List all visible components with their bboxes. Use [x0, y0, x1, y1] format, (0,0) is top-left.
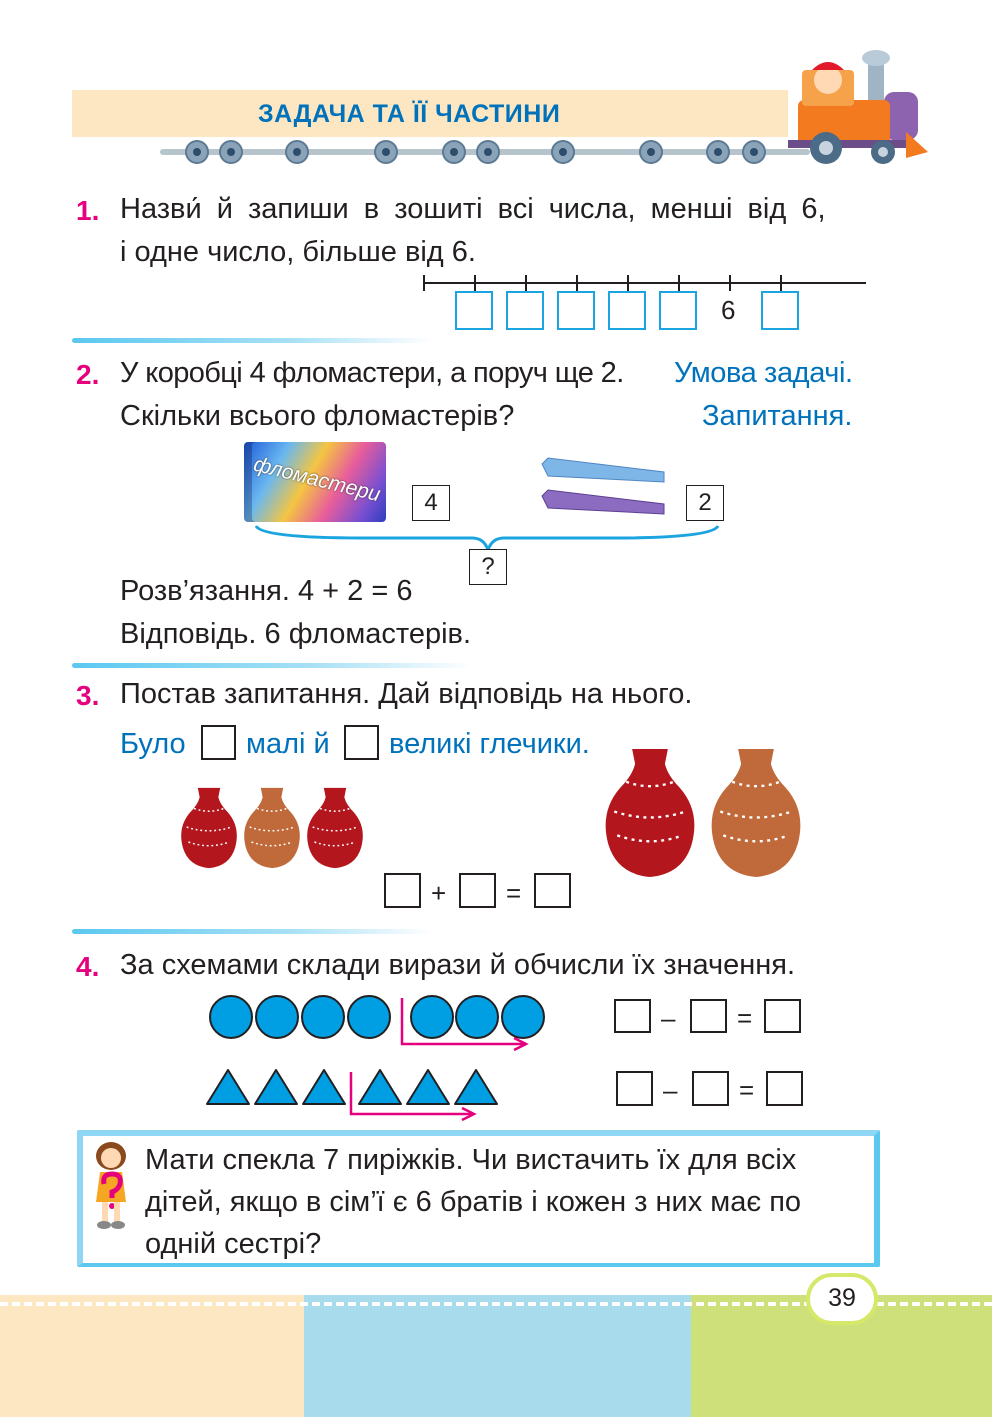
- count-box-2: 2: [686, 485, 724, 521]
- two-markers-illustration: [540, 456, 670, 518]
- page-title: ЗАДАЧА ТА ЇЇ ЧАСТИНИ: [258, 100, 561, 128]
- answer-box-1[interactable]: [455, 291, 493, 330]
- answer-box-4[interactable]: [608, 291, 646, 330]
- answer-box-7[interactable]: [761, 291, 799, 330]
- circles-scheme: [206, 992, 551, 1054]
- page-number: 39: [828, 1284, 856, 1312]
- task-3-number: 3.: [76, 680, 100, 711]
- marker-box-illustration: [244, 442, 386, 522]
- answer: Відповідь. 6 фломастерів.: [120, 618, 472, 650]
- divider-1: [72, 338, 432, 343]
- word-bulo: Було: [120, 728, 186, 760]
- big-jug-1: [604, 746, 696, 880]
- locomotive-illustration: [788, 40, 933, 170]
- divider-3: [72, 929, 432, 934]
- small-jugs-box[interactable]: [201, 725, 236, 760]
- sum-box-1[interactable]: [384, 873, 421, 908]
- diff2-box-2[interactable]: [692, 1071, 729, 1106]
- diff2-box-1[interactable]: [616, 1071, 653, 1106]
- task-4-line-1: За схемами склади вирази й обчисли їх значення.: [120, 949, 796, 981]
- riddle-line-3: одній сестрі?: [145, 1228, 322, 1260]
- diff2-box-3[interactable]: [766, 1071, 803, 1106]
- minus-sign-1: –: [661, 1003, 676, 1033]
- condition-label: Умова задачі.: [674, 357, 853, 389]
- footer-band-blue: [304, 1295, 691, 1417]
- task-2-number: 2.: [76, 359, 100, 390]
- divider-2: [72, 663, 472, 668]
- count-box-4: 4: [412, 485, 450, 521]
- big-jug-2: [710, 746, 802, 880]
- solution: Розв’язання. 4 + 2 = 6: [120, 575, 413, 607]
- word-small: малі й: [246, 728, 330, 760]
- answer-box-3[interactable]: [557, 291, 595, 330]
- footer-band-peach: [0, 1295, 304, 1417]
- triangles-scheme: [204, 1066, 504, 1122]
- riddle-line-1: Мати спекла 7 пиріжків. Чи вистачить їх для всіх: [145, 1144, 797, 1176]
- equals-sign: =: [506, 878, 522, 908]
- marker-box-label: фломастери: [251, 452, 383, 507]
- task-1-line-1: Назви́ й запиши в зошиті всі числа, менші від 6,: [120, 193, 826, 225]
- riddle-line-2: дітей, якщо в сім’ї є 6 братів і кожен з них має по: [145, 1186, 802, 1218]
- answer-box-5[interactable]: [659, 291, 697, 330]
- task-2-line-1: У коробці 4 фломастери, а поруч ще 2.: [120, 357, 624, 389]
- equals-sign-2: =: [739, 1075, 755, 1105]
- task-3-line-1: Постав запитання. Дай відповідь на нього.: [120, 678, 693, 710]
- plus-sign: +: [431, 878, 447, 908]
- equals-sign-1: =: [737, 1003, 753, 1033]
- total-box: ?: [469, 549, 507, 585]
- task-1-line-2: і одне число, більше від 6.: [120, 236, 476, 268]
- sum-box-3[interactable]: [534, 873, 571, 908]
- diff1-box-1[interactable]: [614, 999, 651, 1033]
- big-jugs-box[interactable]: [344, 725, 379, 760]
- question-label: Запитання.: [702, 400, 853, 432]
- brace: [252, 522, 722, 552]
- sum-box-2[interactable]: [459, 873, 496, 908]
- small-jug-2: [243, 786, 301, 870]
- minus-sign-2: –: [663, 1075, 678, 1105]
- answer-box-2[interactable]: [506, 291, 544, 330]
- word-big: великі глечики.: [389, 728, 590, 760]
- task-4-number: 4.: [76, 951, 100, 982]
- diff1-box-3[interactable]: [764, 999, 801, 1033]
- small-jug-3: [306, 786, 364, 870]
- task-2-line-2: Скільки всього фломастерів?: [120, 400, 515, 432]
- small-jug-1: [180, 786, 238, 870]
- girl-question-illustration: [90, 1140, 132, 1232]
- given-number: 6: [721, 295, 736, 325]
- train-rail: [160, 138, 820, 168]
- diff1-box-2[interactable]: [690, 999, 727, 1033]
- task-1-number: 1.: [76, 195, 100, 226]
